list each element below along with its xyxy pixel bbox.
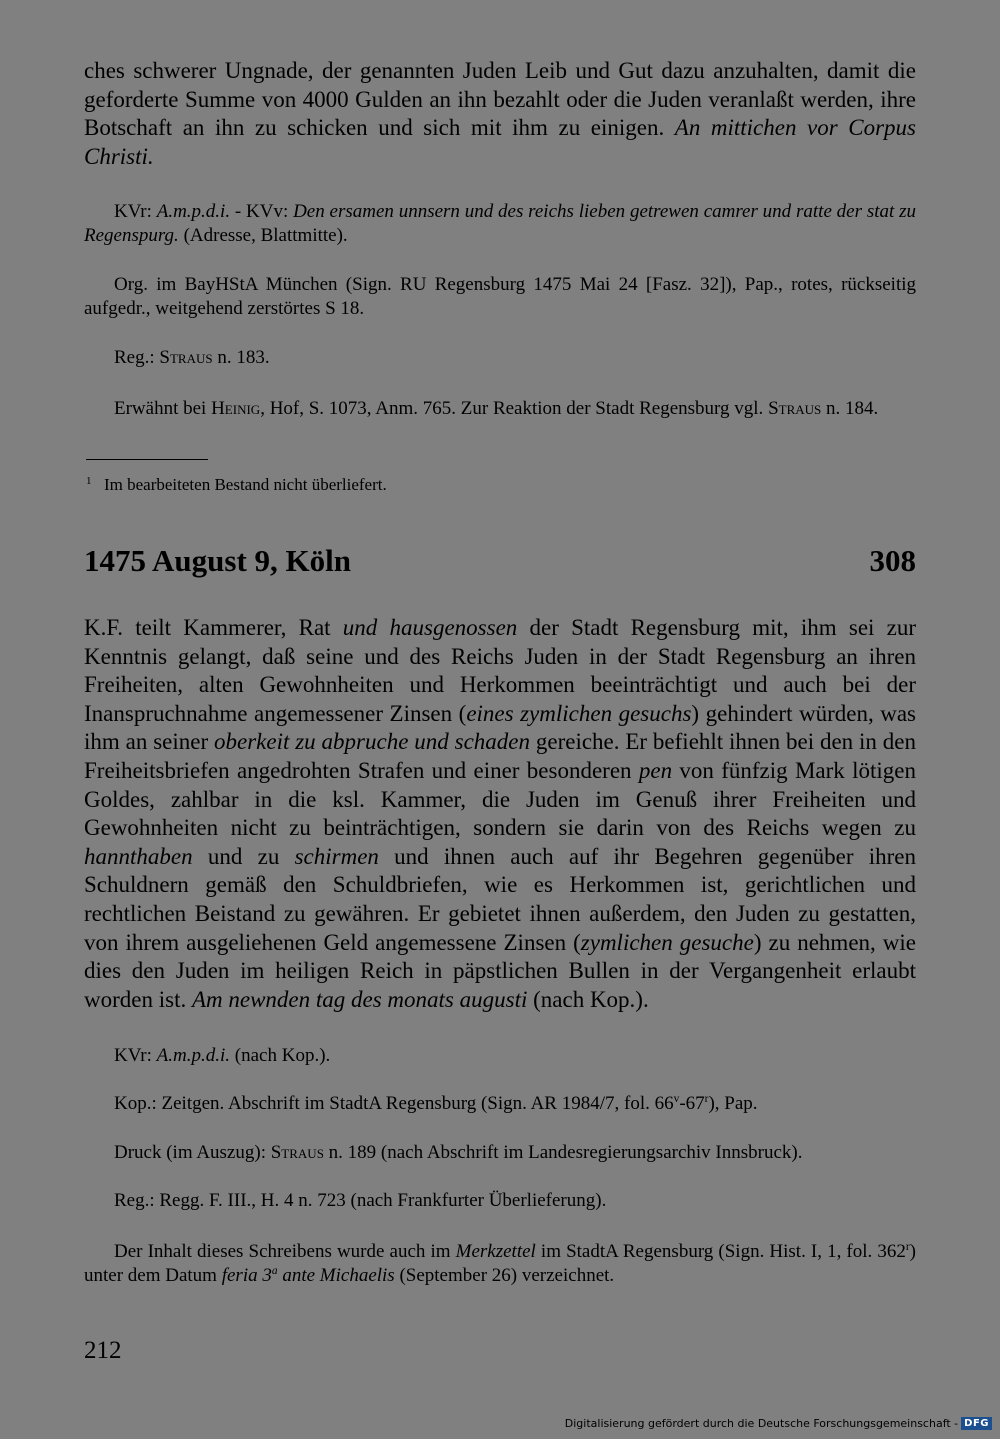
entry-number: 308	[869, 543, 916, 578]
mention-note: Erwähnt bei Heinig, Hof, S. 1073, Anm. 765. Zur Reaktion der Stadt Regensburg vgl. Straus n. 184.	[114, 398, 879, 419]
footnote-mark: 1	[86, 475, 92, 487]
entry-regest-note: Reg.: Regg. F. III., H. 4 n. 723 (nach Frankfurter Überlieferung).	[114, 1190, 607, 1211]
original-note: Org. im BayHStA München (Sign. RU Regensburg 1475 Mai 24 [Fasz. 32]), Pap., rotes, rückseitig aufgedr., weitgehend zerstörtes S 18.	[84, 274, 916, 319]
page-number: 212	[84, 1337, 122, 1364]
entry-print-note: Druck (im Auszug): Straus n. 189 (nach Abschrift im Landesregierungsarchiv Innsbruck).	[114, 1142, 803, 1163]
footnote-rule	[86, 459, 208, 460]
dfg-credit	[565, 1413, 992, 1433]
regest-note: Reg.: Straus n. 183.	[114, 347, 270, 368]
entry-date-place: 1475 August 9, Köln	[84, 543, 352, 578]
continuation-paragraph: ches schwerer Ungnade, der genannten Juden Leib und Gut dazu anzuhalten, damit die geforderte Summe von 4000 Gulden an ihn bezahlt oder die Juden veranlaßt werden, ihre Botschaft an ihn zu schicken und sich mit ihm zu einigen. An mittichen vor Corpus Christi.	[84, 58, 916, 169]
entry-content-note: Der Inhalt dieses Schreibens wurde auch im Merkzettel im StadtA Regensburg (Sign. Hist. I, 1, fol. 362$^r$) unter dem Datum feria 3$^a$ ante Michaelis (September 26) verzeichnet.	[84, 1241, 916, 1286]
entry-copy-note: Kop.: Zeitgen. Abschrift im StadtA Regensburg (Sign. AR 1984/7, fol. 66$^v$-67$^r$), Pap.	[114, 1093, 758, 1114]
entry-kv-note: KVr: A.m.p.d.i. (nach Kop.).	[114, 1045, 331, 1066]
footnote-text: Im bearbeiteten Bestand nicht überliefert.	[104, 475, 387, 494]
entry-heading	[84, 541, 916, 581]
dfg-credit-text: Digitalisierung gefördert durch die Deutsche Forschungsgemeinschaft -	[564, 1416, 959, 1430]
entry-regest-body: K.F. teilt Kammerer, Rat und hausgenossen der Stadt Regensburg mit, ihm sei zur Kenntnis gelangt, daß seine und des Reichs Juden in der Stadt Regensburg an ihren Freiheiten, alten Gewohnheiten und Herkommen beeinträchtigt und auch bei der Inanspruchnahme angemessener Zinsen (eines zymlichen gesuchs) gehindert würden, was ihm an seiner oberkeit zu abpruche und schaden gereiche. Er befiehlt ihnen bei den in den Freiheitsbriefen angedrohten Strafen und einer besonderen pen von fünfzig Mark lötigen Goldes, zahlbar in die ksl. Kammer, die Juden im Genuß ihrer Freiheiten und Gewohnheiten nicht zu beinträchtigen, sondern sie darin von des Reichs wegen zu hannthaben und zu schirmen und ihnen auch auf ihr Begehren gegenüber ihren Schuldnern gemäß den Schuldbriefen, wie es Herkommen ist, gerichtlichen und rechtlichen Beistand zu gewähren. Er gebietet ihnen außerdem, den Juden zu gestatten, von ihrem ausgeliehenen Geld angemessene Zinsen (zymlichen gesuche) zu nehmen, wie dies den Juden im heiligen Reich in päpstlichen Bullen in der Vergangenheit erlaubt worden ist. Am newnden tag des monats augusti (nach Kop.).	[84, 615, 917, 1012]
dfg-logo: DFG	[961, 1417, 992, 1430]
kv-note: KVr: A.m.p.d.i. - KVv: Den ersamen unnsern und des reichs lieben getrewen camrer und ratte der stat zu Regenspurg. (Adresse, Blattmitte).	[84, 201, 916, 246]
footnote	[86, 474, 387, 496]
